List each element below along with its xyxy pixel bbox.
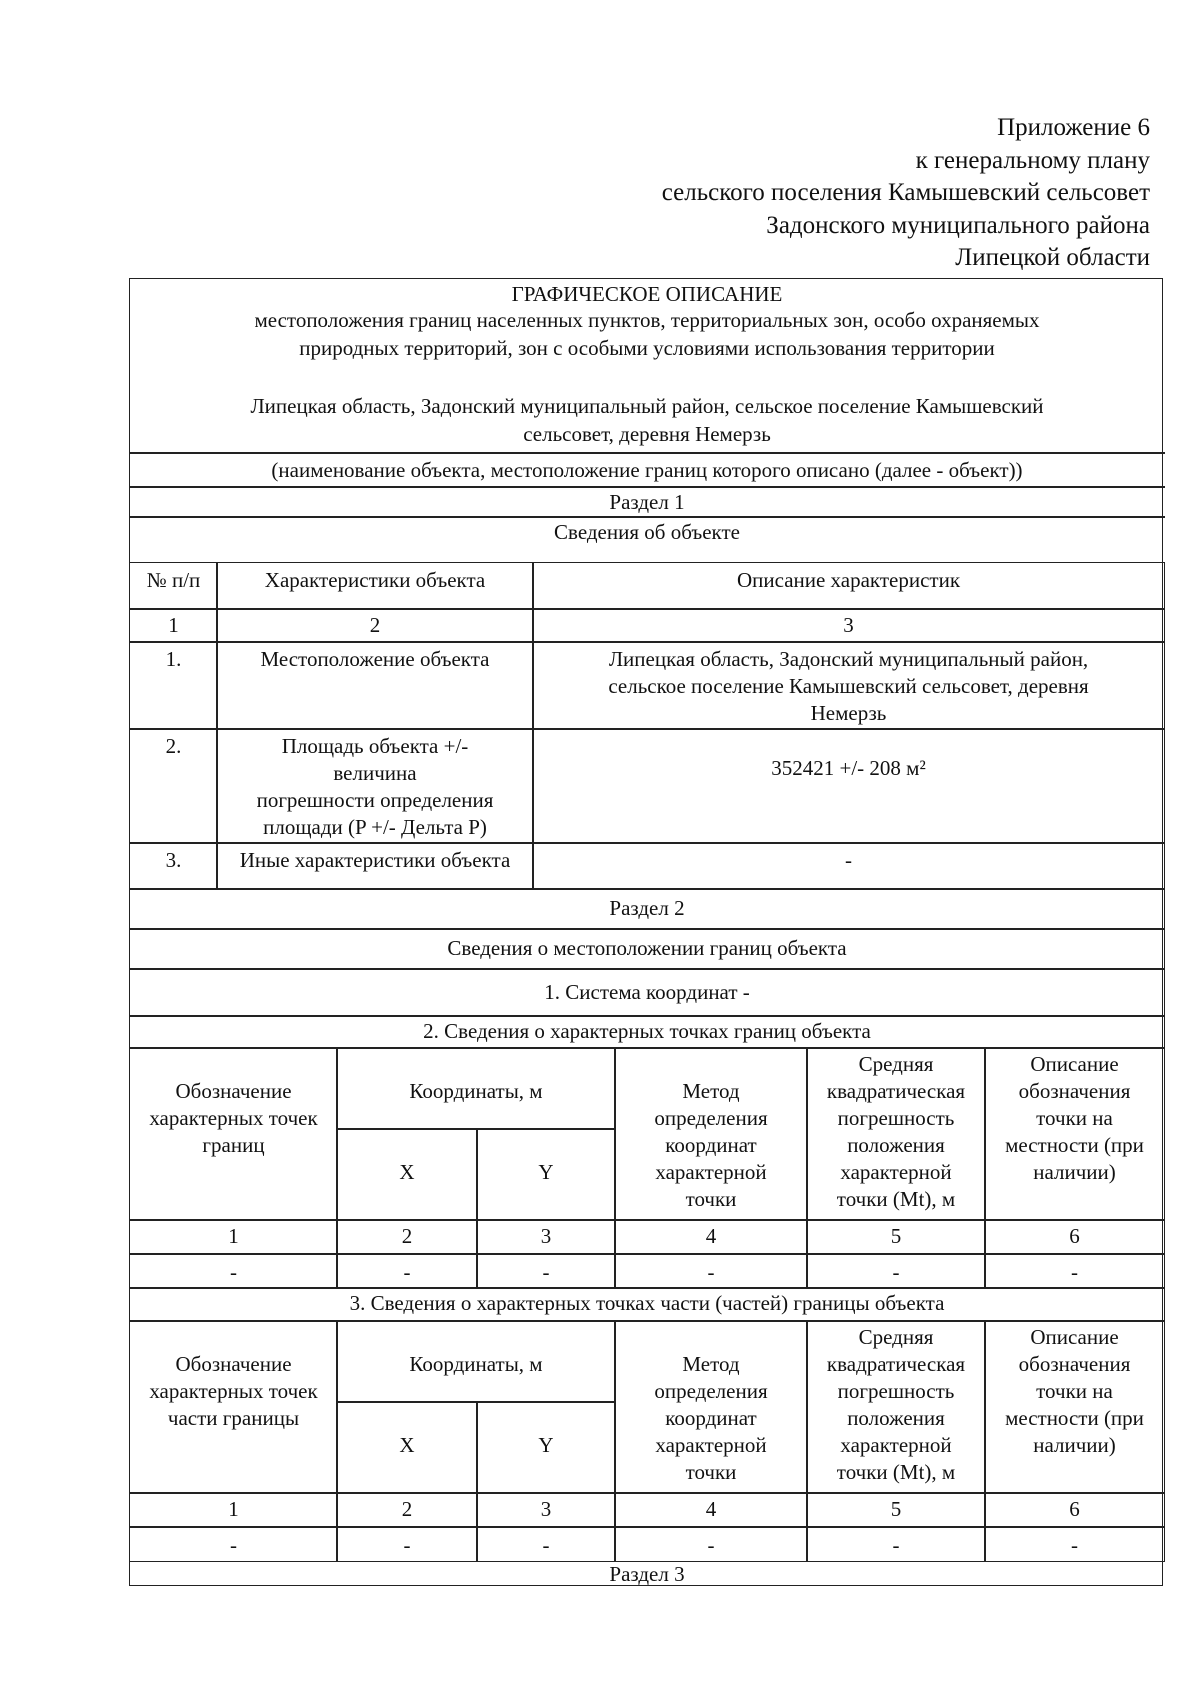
- method-header-line: точки: [685, 1460, 737, 1484]
- form-subtitle-line: местоположения границ населенных пунктов, территориальных зон, особо охраняемых: [254, 308, 1040, 332]
- mean-error-header-line: погрешность: [837, 1106, 955, 1130]
- column-number: 1: [228, 1224, 239, 1248]
- object-name-line: Липецкая область, Задонский муниципальный район, сельское поселение Камышевский: [250, 394, 1044, 418]
- designation-header-line: Обозначение: [175, 1079, 292, 1103]
- column-number: 6: [1069, 1497, 1080, 1521]
- table-row-value: -: [892, 1260, 900, 1284]
- point-description-header-line: Описание: [1030, 1325, 1119, 1349]
- row-characteristic-line: погрешности определения: [256, 788, 494, 812]
- col-description-header: Описание характеристик: [736, 568, 961, 592]
- column-number: 6: [1069, 1224, 1080, 1248]
- mean-error-header-line: погрешность: [837, 1379, 955, 1403]
- row-characteristic-line: Иные характеристики объекта: [239, 848, 511, 872]
- x-header: X: [399, 1433, 415, 1457]
- method-header-line: координат: [665, 1133, 757, 1157]
- mean-error-header-line: точки (Mt), м: [836, 1187, 956, 1211]
- row-characteristic-line: Площадь объекта +/-: [281, 734, 469, 758]
- row-characteristic: [217, 642, 533, 729]
- table-row-value: -: [230, 1533, 237, 1557]
- mean-error-header-line: квадратическая: [826, 1352, 966, 1376]
- section-2-label: Раздел 2: [609, 896, 685, 920]
- column-number: 2: [369, 613, 381, 637]
- mean-error-header-line: положения: [847, 1133, 945, 1157]
- point-description-header-line: обозначения: [1018, 1079, 1131, 1103]
- method-header-line: характерной: [655, 1160, 767, 1184]
- row-description-line: сельское поселение Камышевский сельсовет, деревня: [608, 674, 1089, 698]
- table-row-value: -: [403, 1260, 411, 1284]
- column-number: 3: [843, 613, 854, 637]
- mean-error-header: [807, 1321, 985, 1493]
- method-header-line: Метод: [682, 1079, 740, 1103]
- point-description-header: [985, 1321, 1164, 1493]
- row-description-line: -: [845, 848, 852, 872]
- column-number: 2: [401, 1497, 413, 1521]
- section-2-title: Сведения о местоположении границ объекта: [447, 936, 847, 960]
- designation-header-line: характерных точек: [149, 1106, 318, 1130]
- row-description: [533, 642, 1164, 729]
- y-header: Y: [538, 1433, 554, 1457]
- designation-header-line: границ: [202, 1133, 265, 1157]
- point-description-header-line: местности (при: [1005, 1406, 1144, 1430]
- point-description-header-line: наличии): [1033, 1160, 1116, 1184]
- table-row-value: -: [542, 1260, 550, 1284]
- coordinates-header: Координаты, м: [409, 1079, 543, 1103]
- boundary-points-title: 2. Сведения о характерных точках границ объекта: [423, 1019, 871, 1043]
- row-characteristic-line: величина: [333, 761, 417, 785]
- row-description-line: Немерзь: [810, 701, 887, 725]
- coordinates-header: Координаты, м: [409, 1352, 543, 1376]
- document-header: [600, 112, 1150, 275]
- point-description-header-line: Описание: [1030, 1052, 1119, 1076]
- x-header: X: [399, 1160, 415, 1184]
- row-characteristic-line: Местоположение объекта: [260, 647, 490, 671]
- method-header-line: координат: [665, 1406, 757, 1430]
- table-row-value: -: [707, 1533, 715, 1557]
- section-3-label: Раздел 3: [609, 1562, 685, 1586]
- mean-error-header-line: Средняя: [858, 1052, 934, 1076]
- column-number: 3: [540, 1224, 552, 1248]
- column-number: 4: [705, 1224, 717, 1248]
- method-header: [615, 1321, 807, 1493]
- header-line: Задонского муниципального района: [766, 211, 1150, 239]
- method-header: [615, 1048, 807, 1220]
- row-description: [533, 843, 1164, 889]
- row-number: 3.: [165, 848, 182, 872]
- column-number: 5: [890, 1224, 902, 1248]
- method-header-line: определения: [654, 1379, 768, 1403]
- row-number: 2.: [165, 734, 182, 758]
- object-name-line: сельсовет, деревня Немерзь: [523, 422, 771, 446]
- header-line: сельского поселения Камышевский сельсовет: [661, 179, 1150, 206]
- mean-error-header-line: квадратическая: [826, 1079, 966, 1103]
- object-caption: (наименование объекта, местоположение границ которого описано (далее - объект)): [271, 458, 1023, 482]
- table-row-value: -: [892, 1533, 900, 1557]
- designation-header-line: Обозначение: [175, 1352, 292, 1376]
- method-header-line: Метод: [682, 1352, 740, 1376]
- row-number: 1.: [165, 647, 182, 671]
- designation-header: [130, 1048, 337, 1220]
- mean-error-header-line: точки (Mt), м: [836, 1460, 956, 1484]
- designation-header-line: части границы: [167, 1406, 300, 1430]
- header-line: Липецкой области: [955, 244, 1150, 271]
- table-row-value: -: [1071, 1533, 1078, 1557]
- mean-error-header-line: положения: [847, 1406, 945, 1430]
- header-line: к генеральному плану: [915, 146, 1150, 174]
- section-1-title: Сведения об объекте: [554, 520, 740, 544]
- column-number: 2: [401, 1224, 413, 1248]
- point-description-header: [985, 1048, 1164, 1220]
- row-description: [533, 729, 1164, 843]
- table-row-value: -: [1071, 1260, 1078, 1284]
- point-description-header-line: местности (при: [1005, 1133, 1144, 1157]
- row-description-line: Липецкая область, Задонский муниципальный район,: [608, 647, 1089, 671]
- method-header-line: определения: [654, 1106, 768, 1130]
- coordinate-system: 1. Система координат -: [544, 980, 750, 1004]
- column-number: 1: [168, 613, 179, 637]
- column-number: 1: [228, 1497, 239, 1521]
- section-1-label: Раздел 1: [609, 490, 685, 514]
- row-characteristic: [217, 843, 533, 889]
- table-row-value: -: [403, 1533, 411, 1557]
- mean-error-header-line: характерной: [840, 1160, 952, 1184]
- designation-header: [130, 1321, 337, 1493]
- method-header-line: характерной: [655, 1433, 767, 1457]
- point-description-header-line: точки на: [1036, 1106, 1113, 1130]
- row-description-line: 352421 +/- 208 м²: [771, 756, 926, 780]
- graphic-description-form: [129, 278, 1163, 1586]
- point-description-header-line: наличии): [1033, 1433, 1116, 1457]
- col-number-header: № п/п: [146, 568, 201, 592]
- col-characteristic-header: Характеристики объекта: [264, 568, 486, 592]
- header-line: Приложение 6: [997, 114, 1150, 141]
- y-header: Y: [538, 1160, 554, 1184]
- table-row-value: -: [542, 1533, 550, 1557]
- column-number: 4: [705, 1497, 717, 1521]
- mean-error-header-line: Средняя: [858, 1325, 934, 1349]
- table-row-value: -: [230, 1260, 237, 1284]
- method-header-line: точки: [685, 1187, 737, 1211]
- mean-error-header: [807, 1048, 985, 1220]
- table-row-value: -: [707, 1260, 715, 1284]
- row-characteristic: [217, 729, 533, 843]
- mean-error-header-line: характерной: [840, 1433, 952, 1457]
- column-number: 3: [540, 1497, 552, 1521]
- form-heading: ГРАФИЧЕСКОЕ ОПИСАНИЕ: [511, 282, 783, 306]
- designation-header-line: характерных точек: [149, 1379, 318, 1403]
- point-description-header-line: обозначения: [1018, 1352, 1131, 1376]
- column-number: 5: [890, 1497, 902, 1521]
- part-boundary-points-title: 3. Сведения о характерных точках части (частей) границы объекта: [349, 1291, 945, 1315]
- row-characteristic-line: площади (P +/- Дельта P): [263, 815, 487, 839]
- point-description-header-line: точки на: [1036, 1379, 1113, 1403]
- form-subtitle-line: природных территорий, зон с особыми условиями использования территории: [299, 336, 995, 360]
